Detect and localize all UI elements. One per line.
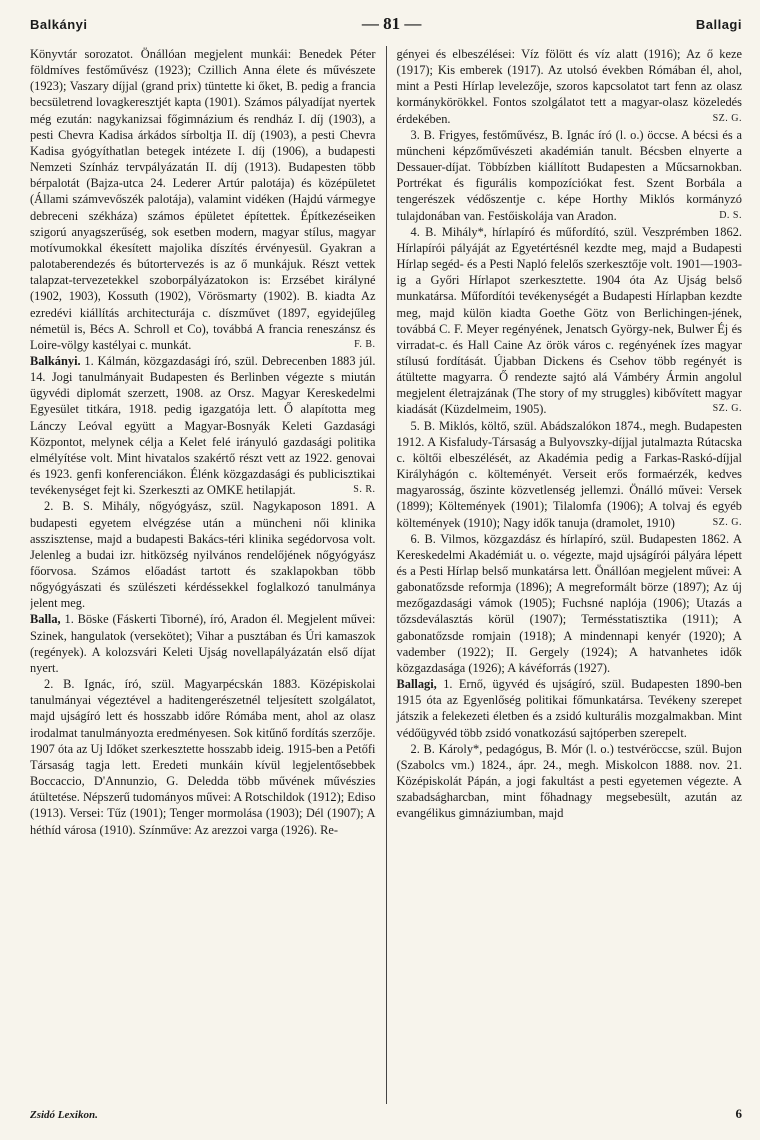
author-signature: SZ. G. <box>712 403 742 415</box>
entry-body: gényei és elbeszélései: Víz fölött és víz alatt (1916); Az ő keze (1917); Kis emberek (1917). Az utolsó években Rómában él, ahol, mint a Pesti Hírlap levelezője, szoros kapcsolatot tart fenn az olasz kormánykörökkel. Fontos szolgálatot tett a magyar-olasz közeledés érdekében. <box>396 47 742 126</box>
entry-subentry <box>397 741 743 822</box>
entry-body: 2. B. S. Mihály, nőgyógyász, szül. Nagykaposon 1891. A budapesti egyetem elvégzése után a müncheni női klinika asszisztense, majd a budapesti Bakács-téri klinika segédorvosa volt. Jelenleg a budai izr. hitközség nyilvános rendelőjének nőgyógyász főorvosa. Számos előadást tartott és szaklapokban több nőgyógyászati és szülészeti kérdéssekkel foglalkozó tanulmánya jelent meg. <box>30 499 376 611</box>
entry-subentry <box>30 676 376 838</box>
author-signature: D. S. <box>719 209 742 221</box>
left-column <box>30 46 387 1104</box>
entry-body: 4. B. Mihály*, hírlapíró és műfordító, szül. Veszprémben 1862. Hírlapírói pályáját az Egyetértésnél kezdte meg, majd a Budapesti Hírlap segéd- és a Pesti Napló felelős szerkesztője volt. 1901—1903-ig a Győri Hírlapot szerkesztette. 1904 óta Az Ujság belső munkatársa. Műfordítói tevékenységét a Budapesti Hírlapban kezdte meg, majd külön kiadta Goethe Götz von Berlichingen-jének, továbbá C. F. Meyer regényének, Jenatsch György-nek, Bulwer Éj és virradat-c. és Hall Caine Az örök város c. regényének ízes magyar stílusú fordítását. Újabban Dickens és Csehov több regényét is átültette magyarra. Ő rendezte sajtó alá Vámbéry Ármin angolul megjelent életrajzának (The story of my struggles) kibővített magyar kiadását (Küzdelmeim, 1905). <box>396 224 742 417</box>
author-signature: SZ. G. <box>712 516 742 528</box>
headword: Balkányi. <box>30 353 81 368</box>
page-footer <box>30 1106 742 1130</box>
entry-body: 3. B. Frigyes, festőművész, B. Ignác író (l. o.) öccse. A bécsi és a müncheni képzőművészeti akadémián tanult. Bécsben elnyerte a Dessauer-díjat. Többízben kiállított Budapesten a Műcsarnokban. Portrékat és figurális kompozíciókat fest. Szent Borbála a tengerészek védőszentje c. képe Horthy Miklós kormányzó tulajdonában van. Festőiskolája van Aradon. <box>396 127 742 223</box>
entry-continuation <box>397 46 743 127</box>
entry-subentry <box>397 531 743 676</box>
entry-balla <box>30 611 376 676</box>
page-number: — 81 — <box>361 14 422 33</box>
entry-subentry <box>30 498 376 611</box>
entry-text <box>30 46 376 353</box>
entry-subentry <box>397 224 743 418</box>
printer-signature: 6 <box>735 1106 742 1121</box>
header-left-guideword: Balkányi <box>30 17 88 32</box>
entry-body: 2. B. Károly*, pedagógus, B. Mór (l. o.) testvéröccse, szül. Bujon (Szabolcs vm.) 1824., ápr. 24., megh. Miskolcon 1888. nov. 21. Középiskolát Pápán, a jogi fakultást a pesti egyetemen végezte. A szabadságharcban, mint főhadnagy megsebesült, azután az evangélikus gimnáziumban, majd <box>396 741 742 821</box>
right-column <box>387 46 743 1104</box>
entry-body: 5. B. Miklós, költő, szül. Abádszalókon 1874., megh. Budapesten 1912. A Kisfaludy-Társaság a Bulyovszky-díjjal jutalmazta Rútacska c. költői elbeszélését, az Akadémia pedig a Farkas-Raskó-díjjal Királyhágón c. költeményét. Verseit erős formaérzék, kedves magyarosság, őszinte közvetlenség jellemzi. Önálló művei: Versek (1899); Költemények (1901); Tilalomfa (1906); A tolvaj és egyéb költemények (1910); Nagy idők tanuja (dramolet, 1910) <box>396 418 742 530</box>
entry-balkanyi <box>30 353 376 498</box>
entry-subentry <box>397 127 743 224</box>
headword: Ballagi, <box>396 677 437 692</box>
entry-body: 6. B. Vilmos, közgazdász és hírlapíró, szül. Budapesten 1862. A Kereskedelmi Akadémiát u. o. végezte, majd ujságírói pályára lépett és a Pesti Hírlap belső munkatársa lett. Önállóan megjelent művei: A gabonatőzsde reformja (1896); A megreformált börze (1897); Az új mezőgazdasági vámok (1905); Fuchsné naplója (1906); Utazás a tőzsdeválasztás körül (1907); Termésstatisztika (1911); A gabonatőzsde romjain (1918); A mindennapi kenyér (1920); A vadember (1922); II. Gergely (1924); A hatvanhetes idők közgazdasága (1926); A kávéforrás (1927). <box>396 531 742 675</box>
entry-body: 1. Ernő, ügyvéd és ujságíró, szül. Budapesten 1890-ben 1915 óta az Egyenlőség politikai főmunkatársa. Tevékeny szerepet játszik a felekezeti életben és a zsidó kulturális mozgalmakban. Mint védőügyvéd több zsidó vonatkozású sajtóperben szerepelt. <box>396 677 742 740</box>
author-signature: SZ. G. <box>712 112 742 124</box>
running-header <box>30 14 742 40</box>
entry-body: 1. Kálmán, közgazdasági író, szül. Debrecenben 1883 júl. 14. Jogi tanulmányait Budapesten és Berlinben végezte s miután ügyvédi diplomát szerzett, 1908. az Orsz. Magyar Kereskedelmi Egyesület titkára, 1918. pedig igazgatója lett. Ő alapította meg Lánczy Leóval együtt a Magyar-Bosnyák Keleti Gazdasági Központot, melynek célja a Kelet felé irányuló gazdasági politika elmélyítése volt. Mint hivatalos szakértő részt vett az 1922. genovai és 1923. genfi konferenciákon. Élénk közgazdasági és publicisztikai tevékenységet fejt ki. Szerkeszti az OMKE hetilapját. <box>30 353 376 498</box>
entry-body: 1. Böske (Fáskerti Tiborné), író, Aradon él. Megjelent művei: Szinek, hangulatok (versekötet); Vihar a pusztában és Úri kamaszok (regények). A kolozsvári Keleti Ujság novellapályázatán első díjat nyert. <box>30 612 376 675</box>
two-column-body <box>30 46 742 1104</box>
author-signature: F. B. <box>354 338 376 350</box>
entry-subentry <box>397 418 743 531</box>
entry-ballagi <box>397 676 743 741</box>
author-signature: S. R. <box>353 484 376 496</box>
series-title: Zsidó Lexikon. <box>30 1109 98 1121</box>
headword: Balla, <box>30 612 61 627</box>
entry-body: 2. B. Ignác, író, szül. Magyarpécskán 1883. Középiskolai tanulmányai végeztével a haditengerészetnél teljesített szolgálatot, majd ujságíró lett és hosszabb időre Rómába ment, ahol az olasz irodalmat tanulmányozta eredményesen. Sok kitűnő fordítás szerzője. 1907 óta az Uj Időket szerkesztette hosszabb ideig. 1915-ben a Petőfi Társaság tagja lett. Eredeti munkáin kívül legjelentősebbek Boccaccio, D'Annunzio, G. Deledda több művének művészies átültetése. Népszerű tudományos művei: A Rotschildok (1912); Ediso (1913). Versei: Tűz (1901); Tenger mormolása (1903); Dél (1907); A héthíd városa (1910). Színműve: Az arezzoi varga (1926). Re- <box>30 677 376 837</box>
entry-body: Könyvtár sorozatot. Önállóan megjelent munkái: Benedek Péter földmíves festőművész (1923); Czillich Anna élete és művészete (1923); Vaszary díjjal (grand prix) tüntette ki őket, B. pedig a francia becsületrend lovagkeresztjét kapta (1901). Számos pályadíjat nyertek még ezután: nagykanizsai főgimnázium és rendház I. díj (1903), a pesti Chevra Kadisa árkádos sírboltja II. díj (1903), a pesti Chevra Kadisa gyógyíthatlan betegek intézete I. díj (1906), a budapesti Nemzeti Színház tervpályázatán II. díj (1913). Budapesten több bérpalotát (Bajza-utca 24. Lederer Artúr palotája) és középületet (Állami számvevőszék palotája), valamint vidéken (Hajdú vármegye debreceni székháza) számos épületet építettek. Építkezéseiken szigorú anyagszerűség, sok esetben modern, magyar stílus, magyar motívumokkal ékesített majolika díszítés érvényesül. Gyakran a palotaberendezés és bútortervezés is az ő munkájuk. Részt vettek talapzat-tervezetekkel szoborpályázatokon is: Erzsébet királyné (1902, 1903), Kossuth (1902), Vörösmarty (1902). B. kiadta Az ezredévi kiállítás architecturája c. díszművet (1897, egyidejűleg németül is, Bécs A. Schroll et Co), továbbá A francia reneszánsz és Loire-völgy kastélyai c. munkát. <box>30 47 376 352</box>
header-right-guideword: Ballagi <box>695 17 742 32</box>
